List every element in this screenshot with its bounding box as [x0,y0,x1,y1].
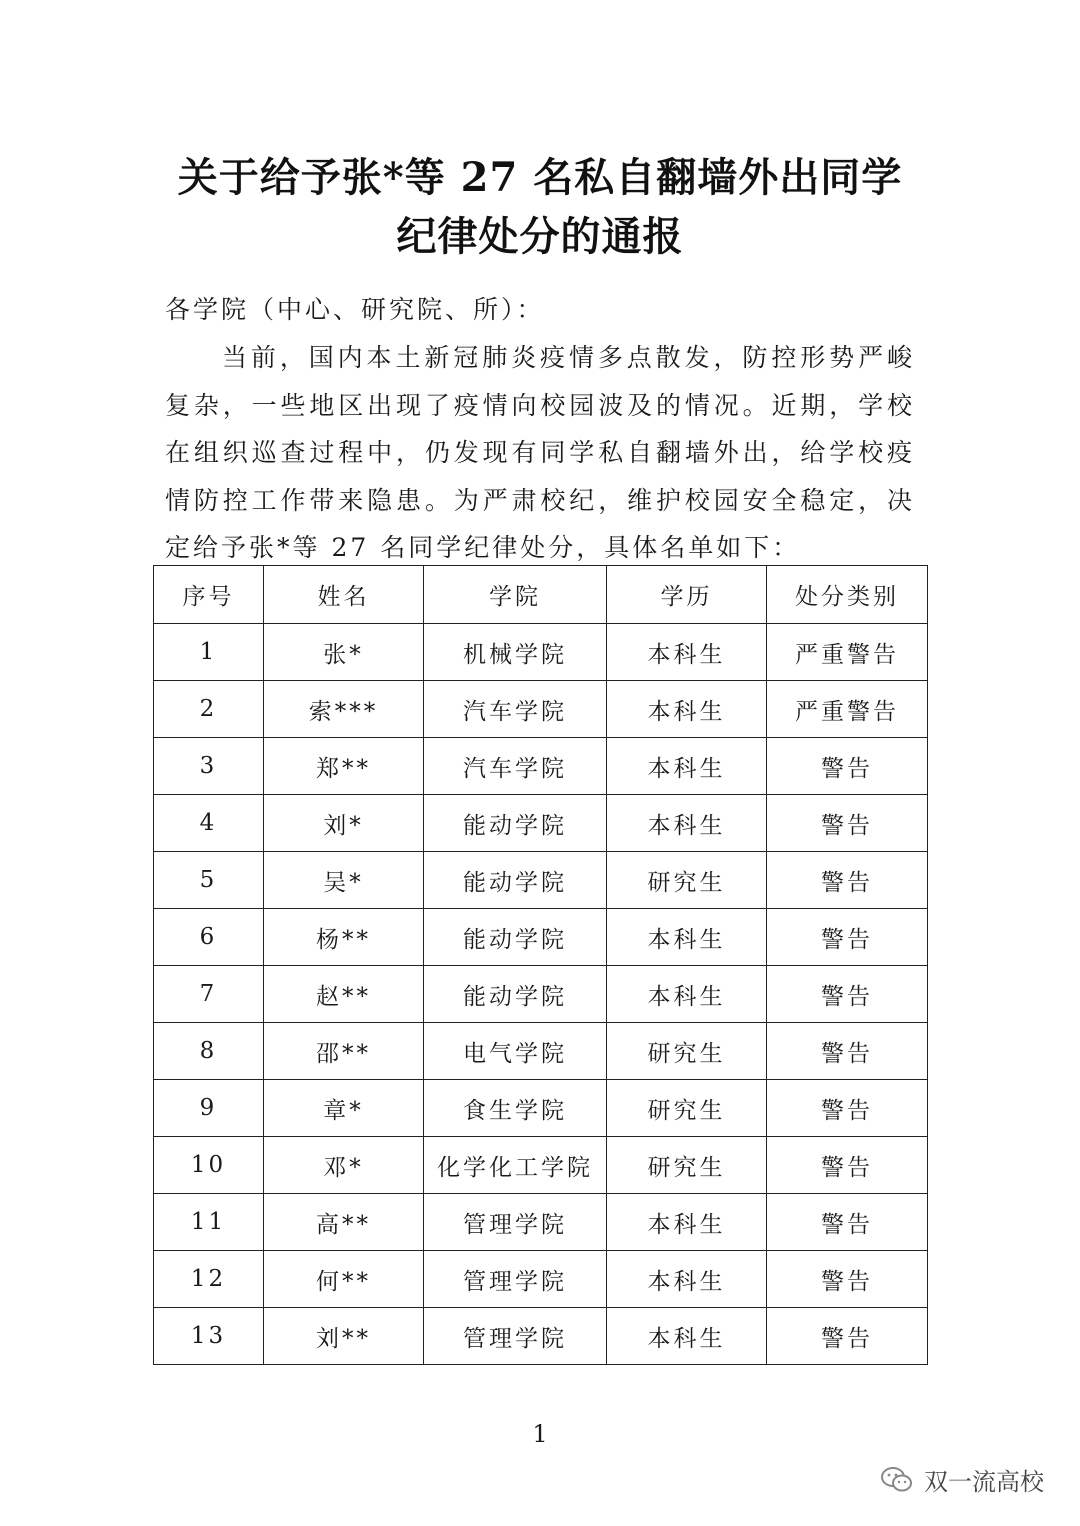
cell-index: 7 [154,966,264,1023]
cell-college: 管理学院 [424,1251,607,1308]
cell-degree: 本科生 [607,1251,767,1308]
table-row [154,1023,928,1080]
footer-brand-text: 双一流高校 [924,1468,1044,1496]
cell-college: 能动学院 [424,852,607,909]
cell-penalty: 警告 [767,795,928,852]
cell-index: 1 [154,624,264,681]
header-college: 学院 [424,566,607,624]
cell-college: 能动学院 [424,795,607,852]
table-body [154,624,928,1365]
cell-degree: 研究生 [607,852,767,909]
table-row [154,795,928,852]
cell-name: 刘** [264,1308,424,1365]
table-row [154,1194,928,1251]
table-row [154,852,928,909]
body-line: 定给予张*等 27 名同学纪律处分，具体名单如下： [165,533,801,562]
cell-name: 章* [264,1080,424,1137]
cell-index: 6 [154,909,264,966]
cell-name: 邵** [264,1023,424,1080]
footer-brand [880,1462,1044,1497]
cell-college: 汽车学院 [424,681,607,738]
header-index: 序号 [154,566,264,624]
header-name: 姓名 [264,566,424,624]
cell-penalty: 警告 [767,1308,928,1365]
table-header-row [154,566,928,624]
cell-index: 9 [154,1080,264,1137]
header-degree: 学历 [607,566,767,624]
cell-college: 能动学院 [424,966,607,1023]
cell-index: 11 [154,1194,264,1251]
body-line: 情防控工作带来隐患。为严肃校纪，维护校园安全稳定，决 [165,486,915,515]
cell-penalty: 警告 [767,909,928,966]
cell-index: 5 [154,852,264,909]
cell-degree: 本科生 [607,624,767,681]
document-title-line2: 纪律处分的通报 [396,213,684,260]
cell-name: 高** [264,1194,424,1251]
table-row [154,1137,928,1194]
cell-college: 化学化工学院 [424,1137,607,1194]
discipline-table [153,565,928,1365]
cell-college: 管理学院 [424,1308,607,1365]
cell-degree: 本科生 [607,1308,767,1365]
cell-name: 赵** [264,966,424,1023]
cell-penalty: 警告 [767,966,928,1023]
table-row [154,681,928,738]
table-row [154,1080,928,1137]
cell-index: 10 [154,1137,264,1194]
cell-degree: 本科生 [607,966,767,1023]
cell-degree: 本科生 [607,681,767,738]
cell-penalty: 警告 [767,1251,928,1308]
cell-penalty: 严重警告 [767,624,928,681]
page-number: 1 [532,1420,548,1448]
cell-name: 索*** [264,681,424,738]
cell-penalty: 警告 [767,1194,928,1251]
table-row [154,909,928,966]
cell-index: 4 [154,795,264,852]
table-row [154,738,928,795]
cell-penalty: 警告 [767,1080,928,1137]
cell-index: 3 [154,738,264,795]
cell-college: 能动学院 [424,909,607,966]
cell-degree: 研究生 [607,1137,767,1194]
cell-college: 食生学院 [424,1080,607,1137]
cell-name: 郑** [264,738,424,795]
cell-degree: 研究生 [607,1080,767,1137]
cell-penalty: 警告 [767,738,928,795]
header-penalty: 处分类别 [767,566,928,624]
salutation: 各学院（中心、研究院、所）： [165,295,545,324]
cell-college: 汽车学院 [424,738,607,795]
table-row [154,1308,928,1365]
cell-penalty: 警告 [767,1137,928,1194]
cell-index: 2 [154,681,264,738]
cell-name: 何** [264,1251,424,1308]
cell-index: 12 [154,1251,264,1308]
cell-degree: 本科生 [607,795,767,852]
cell-penalty: 严重警告 [767,681,928,738]
cell-name: 邓* [264,1137,424,1194]
cell-degree: 本科生 [607,1194,767,1251]
table-row [154,624,928,681]
cell-penalty: 警告 [767,852,928,909]
cell-penalty: 警告 [767,1023,928,1080]
cell-college: 机械学院 [424,624,607,681]
wechat-icon [880,1465,914,1495]
cell-degree: 研究生 [607,1023,767,1080]
cell-index: 13 [154,1308,264,1365]
cell-name: 刘* [264,795,424,852]
cell-name: 杨** [264,909,424,966]
cell-name: 张* [264,624,424,681]
cell-college: 电气学院 [424,1023,607,1080]
cell-name: 吴* [264,852,424,909]
body-line: 在组织巡查过程中，仍发现有同学私自翻墙外出，给学校疫 [165,438,915,467]
body-line: 当前，国内本土新冠肺炎疫情多点散发，防控形势严峻 [222,343,915,372]
table-row [154,1251,928,1308]
cell-degree: 本科生 [607,909,767,966]
cell-index: 8 [154,1023,264,1080]
cell-college: 管理学院 [424,1194,607,1251]
cell-degree: 本科生 [607,738,767,795]
table-row [154,966,928,1023]
body-line: 复杂，一些地区出现了疫情向校园波及的情况。近期，学校 [165,391,915,420]
document-title-line1: 关于给予张*等 27 名私自翻墙外出同学 [177,154,903,201]
